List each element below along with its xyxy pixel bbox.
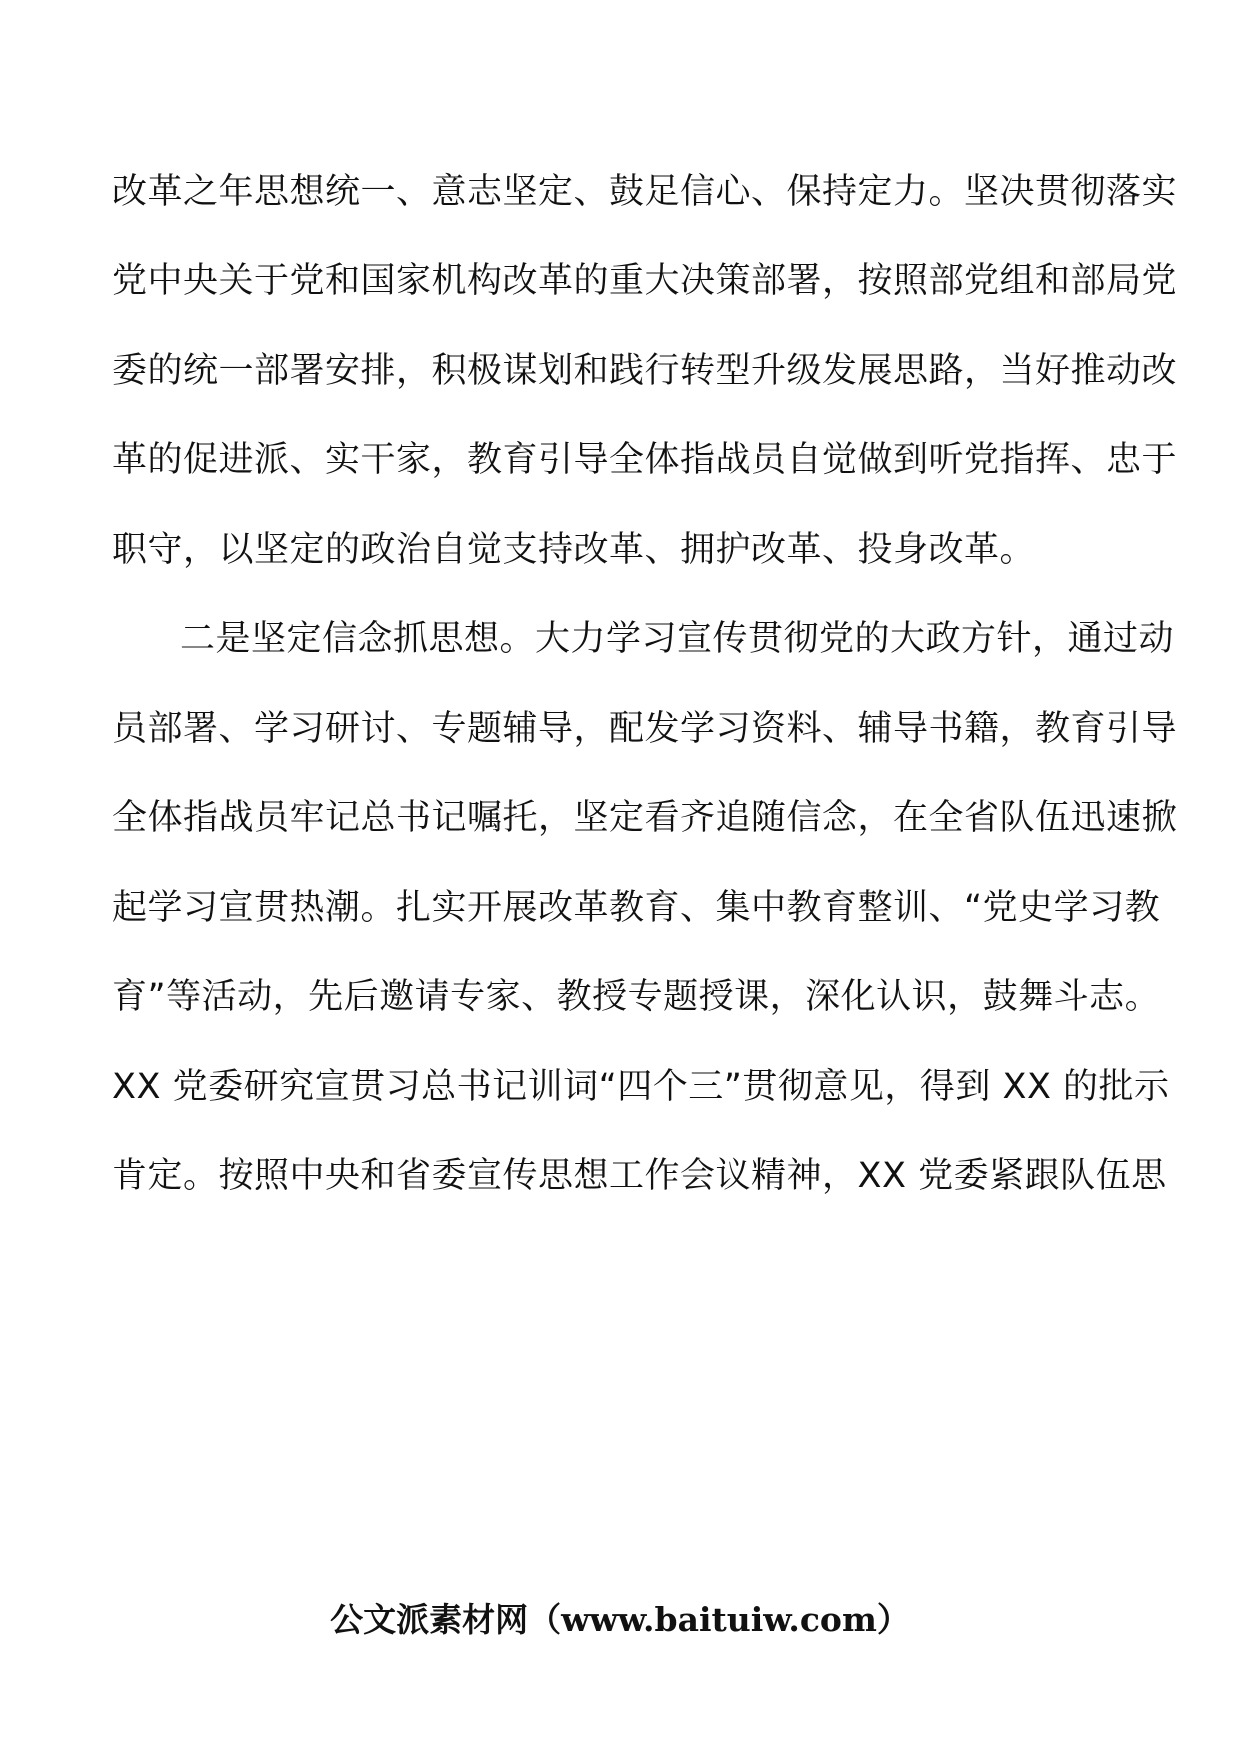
footer-watermark: 公文派素材网（www.baituiw.com） (330, 1600, 910, 1639)
text-line: 党中央关于党和国家机构改革的重大决策部署，按照部党组和部局党 (112, 261, 1178, 301)
text-line: 改革之年思想统一、意志坚定、鼓足信心、保持定力。坚决贯彻落实 (112, 172, 1178, 212)
text-line: 革的促进派、实干家，教育引导全体指战员自觉做到听党指挥、忠于 (112, 440, 1178, 480)
text-line: 职守，以坚定的政治自觉支持改革、拥护改革、投身改革。 (112, 530, 1036, 570)
text-line: 肯定。按照中央和省委宣传思想工作会议精神，XX 党委紧跟队伍思 (112, 1156, 1167, 1196)
text-line: 起学习宣贯热潮。扎实开展改革教育、集中教育整训、“党史学习教 (112, 888, 1161, 928)
paragraph-first-line: 二是坚定信念抓思想。大力学习宣传贯彻党的大政方针，通过动 (180, 619, 1175, 659)
text-line: 全体指战员牢记总书记嘱托，坚定看齐追随信念，在全省队伍迅速掀 (112, 798, 1178, 838)
text-line: 员部署、学习研讨、专题辅导，配发学习资料、辅导书籍，教育引导 (112, 709, 1178, 749)
text-line: XX 党委研究宣贯习总书记训词“四个三”贯彻意见，得到 XX 的批示 (112, 1067, 1170, 1107)
text-line: 育”等活动，先后邀请专家、教授专题授课，深化认识，鼓舞斗志。 (112, 977, 1161, 1017)
text-line: 委的统一部署安排，积极谋划和践行转型升级发展思路，当好推动改 (112, 351, 1178, 391)
